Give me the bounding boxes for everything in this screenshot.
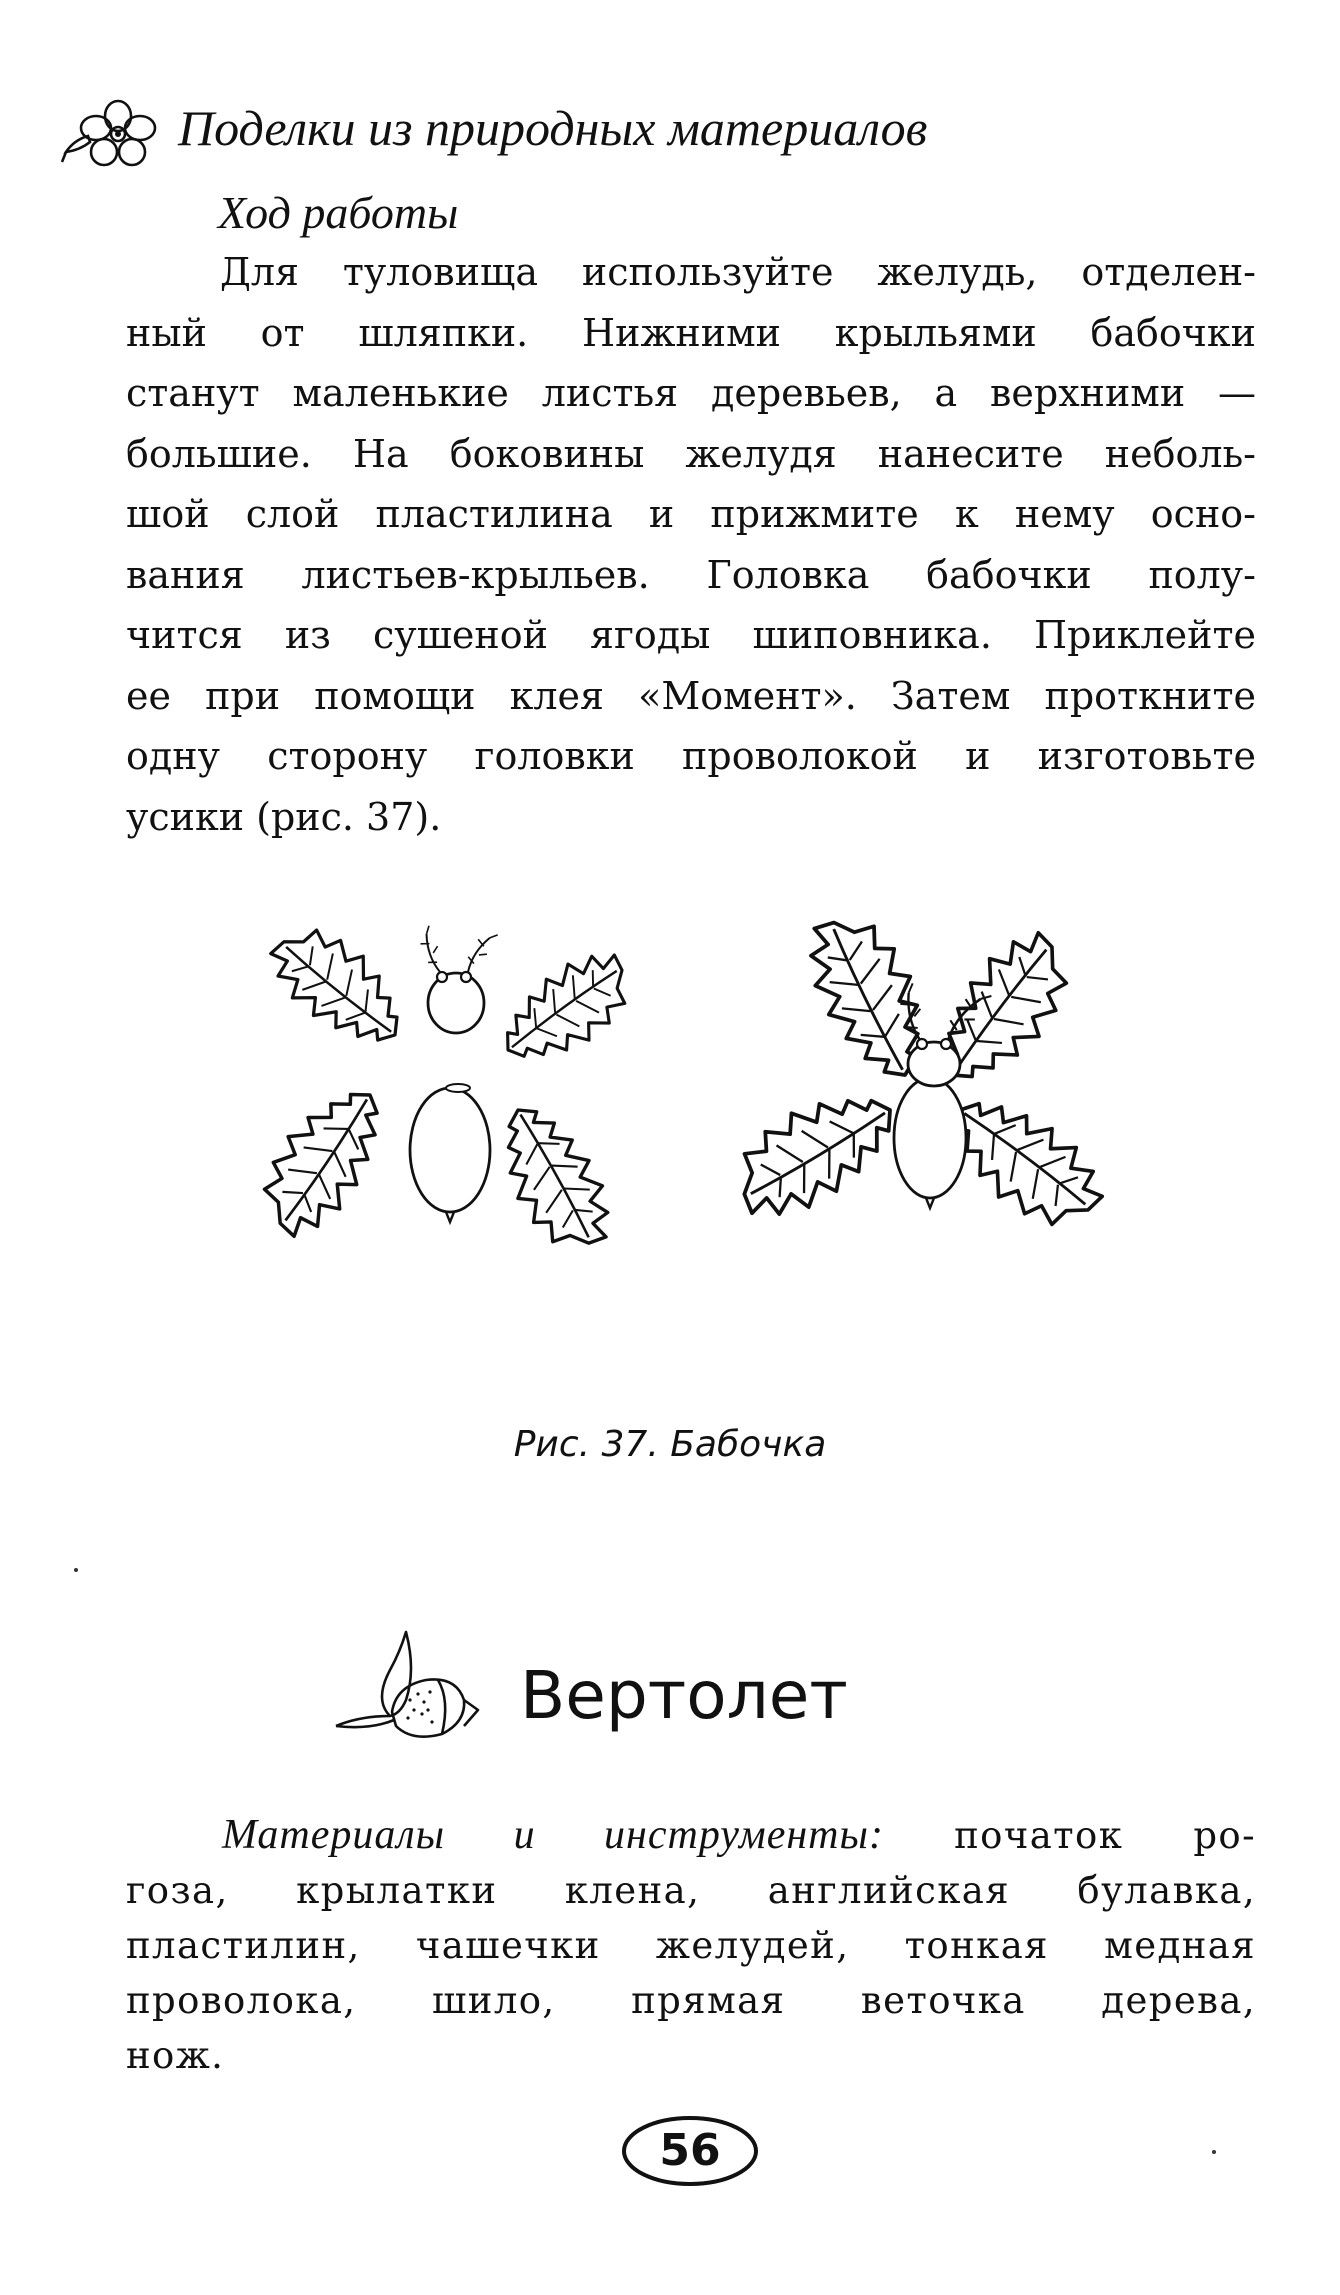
butterfly-left-drawing (243, 910, 646, 1265)
paragraph-line: пластилин, чашечки желудей, тонкая медная (126, 1924, 1256, 1967)
paragraph-line: чится из сушеной ягоды шиповника. Приклейте (126, 613, 1256, 657)
figure-caption: Рис. 37. Бабочка (513, 1424, 827, 1465)
paragraph-line: нож. (126, 2034, 225, 2077)
section-heading (330, 1630, 1030, 1760)
page-number: 56 (659, 2125, 721, 2176)
paragraph-line: ее при помощи клея «Момент». Затем проткните (126, 673, 1256, 718)
paragraph-line: ный от шляпки. Нижними крыльями бабочки (126, 310, 1256, 355)
paragraph-line: станут маленькие листья деревьев, а верхними — (126, 371, 1256, 415)
procedure-heading: Ход работы (218, 187, 459, 238)
print-speck (74, 1568, 78, 1572)
butterfly-right-drawing (719, 900, 1116, 1247)
materials-paragraph (126, 1808, 1256, 2083)
materials-label: Материалы и инструменты: (222, 1812, 884, 1858)
paragraph-line: гоза, крылатки клена, английская булавка, (126, 1869, 1256, 1912)
flower-icon (60, 96, 170, 170)
running-header (60, 92, 1260, 172)
page-number-badge (620, 2112, 760, 2190)
running-header-title: Поделки из природных материалов (178, 100, 928, 156)
materials-first-line (126, 1808, 1256, 1863)
paragraph-line: Для туловища используйте желудь, отделен- (220, 250, 1256, 294)
print-speck (1212, 2150, 1216, 2154)
paragraph-line: шой слой пластилина и прижмите к нему осно- (126, 492, 1256, 536)
paragraph-line: проволока, шило, прямая веточка дерева, (126, 1979, 1256, 2022)
procedure-paragraph (126, 242, 1256, 847)
paragraph-line: большие. На боковины желудя нанесите неболь- (126, 431, 1256, 476)
section-title: Вертолет (520, 1657, 848, 1734)
paragraph-line: усики (рис. 37). (126, 794, 442, 839)
paragraph-line: одну сторону головки проволокой и изготовьте (126, 734, 1256, 778)
butterfly-illustration (240, 880, 1140, 1340)
acorn-leaf-icon (330, 1630, 510, 1760)
paragraph-line: початок ро- (954, 1814, 1257, 1857)
paragraph-line: вания листьев-крыльев. Головка бабочки полу- (126, 552, 1256, 597)
